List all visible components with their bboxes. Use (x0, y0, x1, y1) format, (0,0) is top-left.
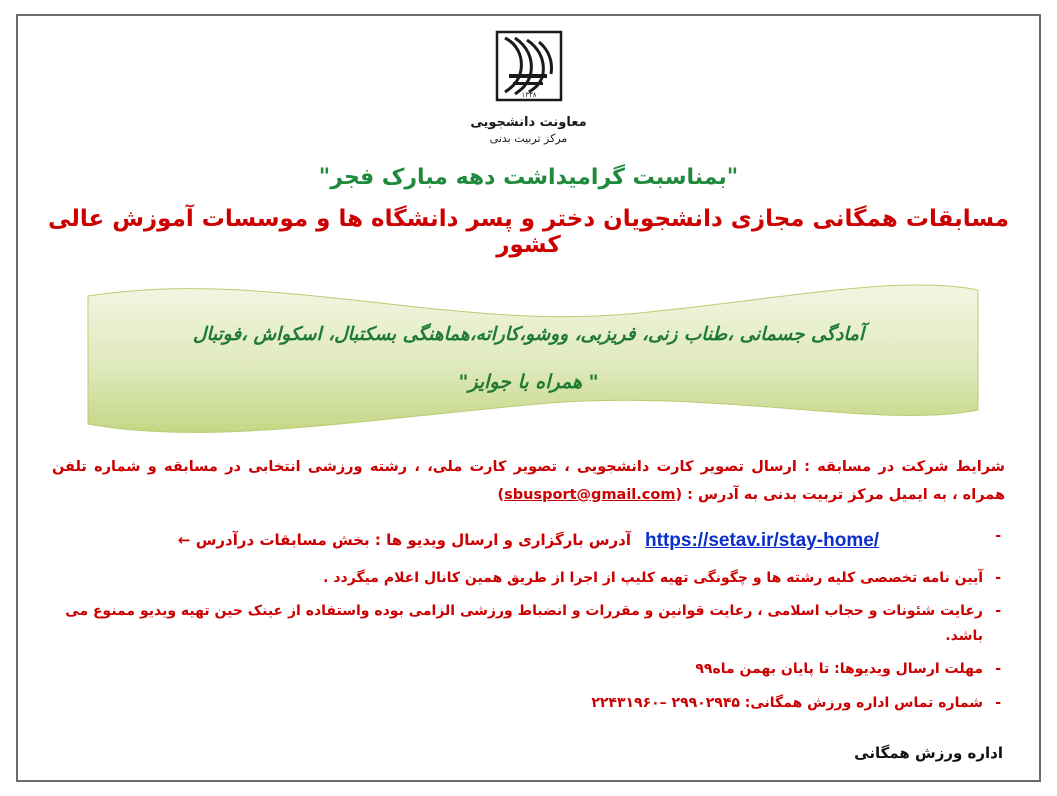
footer-department: اداره ورزش همگانی (854, 744, 1003, 762)
conditions-text-1: ارسال تصویر کارت دانشجویی ، تصویر کارت ملی، ، رشته ورزشی انتخابی در مسابقه و شماره تلفن همراه ، به ایمیل مرکز تربیت بدنی به آدرس : ( (52, 459, 1005, 503)
participation-conditions (52, 454, 1005, 509)
body-content (18, 454, 1039, 715)
sports-list: آمادگی جسمانی ،طناب زنی، فریزبی، ووشو،کاراته،هماهنگی بسکتبال، اسکواش ،فوتبال (192, 323, 865, 345)
svg-text:۱۳۳۸: ۱۳۳۸ (520, 91, 537, 99)
poster-frame (16, 14, 1041, 782)
contact-email-link[interactable]: sbusport@gmail.com (504, 486, 676, 503)
shahid-beheshti-university-logo-icon (493, 30, 565, 104)
institution-name-line1: معاونت دانشجویی (470, 115, 587, 130)
competition-url-link[interactable]: - https://setav.ir/stay-home/ (645, 529, 880, 551)
instruction-list (52, 524, 1005, 716)
upload-address-label: آدرس بارگزاری و ارسال ویدیو ها : بخش مسابقات درآدرس ← (177, 531, 632, 550)
list-item-deadline: - مهلت ارسال ویدیوها: تا پایان بهمن ماه۹۹ (52, 657, 1005, 682)
red-headline: مسابقات همگانی مجازی دانشجویان دختر و پسر دانشگاه ها و موسسات آموزش عالی کشور (47, 206, 1010, 258)
conditions-text-2: ) (497, 486, 505, 503)
green-headline: "بمناسبت گرامیداشت دهه مبارک فجر" (318, 165, 739, 190)
list-item-upload-address (52, 524, 1005, 557)
list-item-dress-code: - رعایت شئونات و حجاب اسلامی ، رعایت قوانین و مقررات و انضباط ورزشی الزامی بوده واستفاده از عینک حین تهیه ویدیو ممنوع می باشد. (52, 599, 1005, 648)
list-item-phone: - شماره تماس اداره ورزش همگانی: ۲۹۹۰۲۹۴۵ –۲۲۴۳۱۹۶۰ (52, 691, 1005, 716)
list-item-regulations: - آیین نامه تخصصی کلیه رشته ها و چگونگی تهیه کلیپ از اجرا از طریق همین کانال اعلام میگردد . (52, 566, 1005, 591)
wave-banner (18, 278, 1039, 438)
conditions-label: شرایط شرکت در مسابقه : (804, 459, 1005, 475)
prizes-note: " همراه با جوایز" (458, 370, 599, 393)
institution-name-line2: مرکز تربیت بدنی (489, 132, 568, 145)
logo-block (18, 30, 1039, 145)
